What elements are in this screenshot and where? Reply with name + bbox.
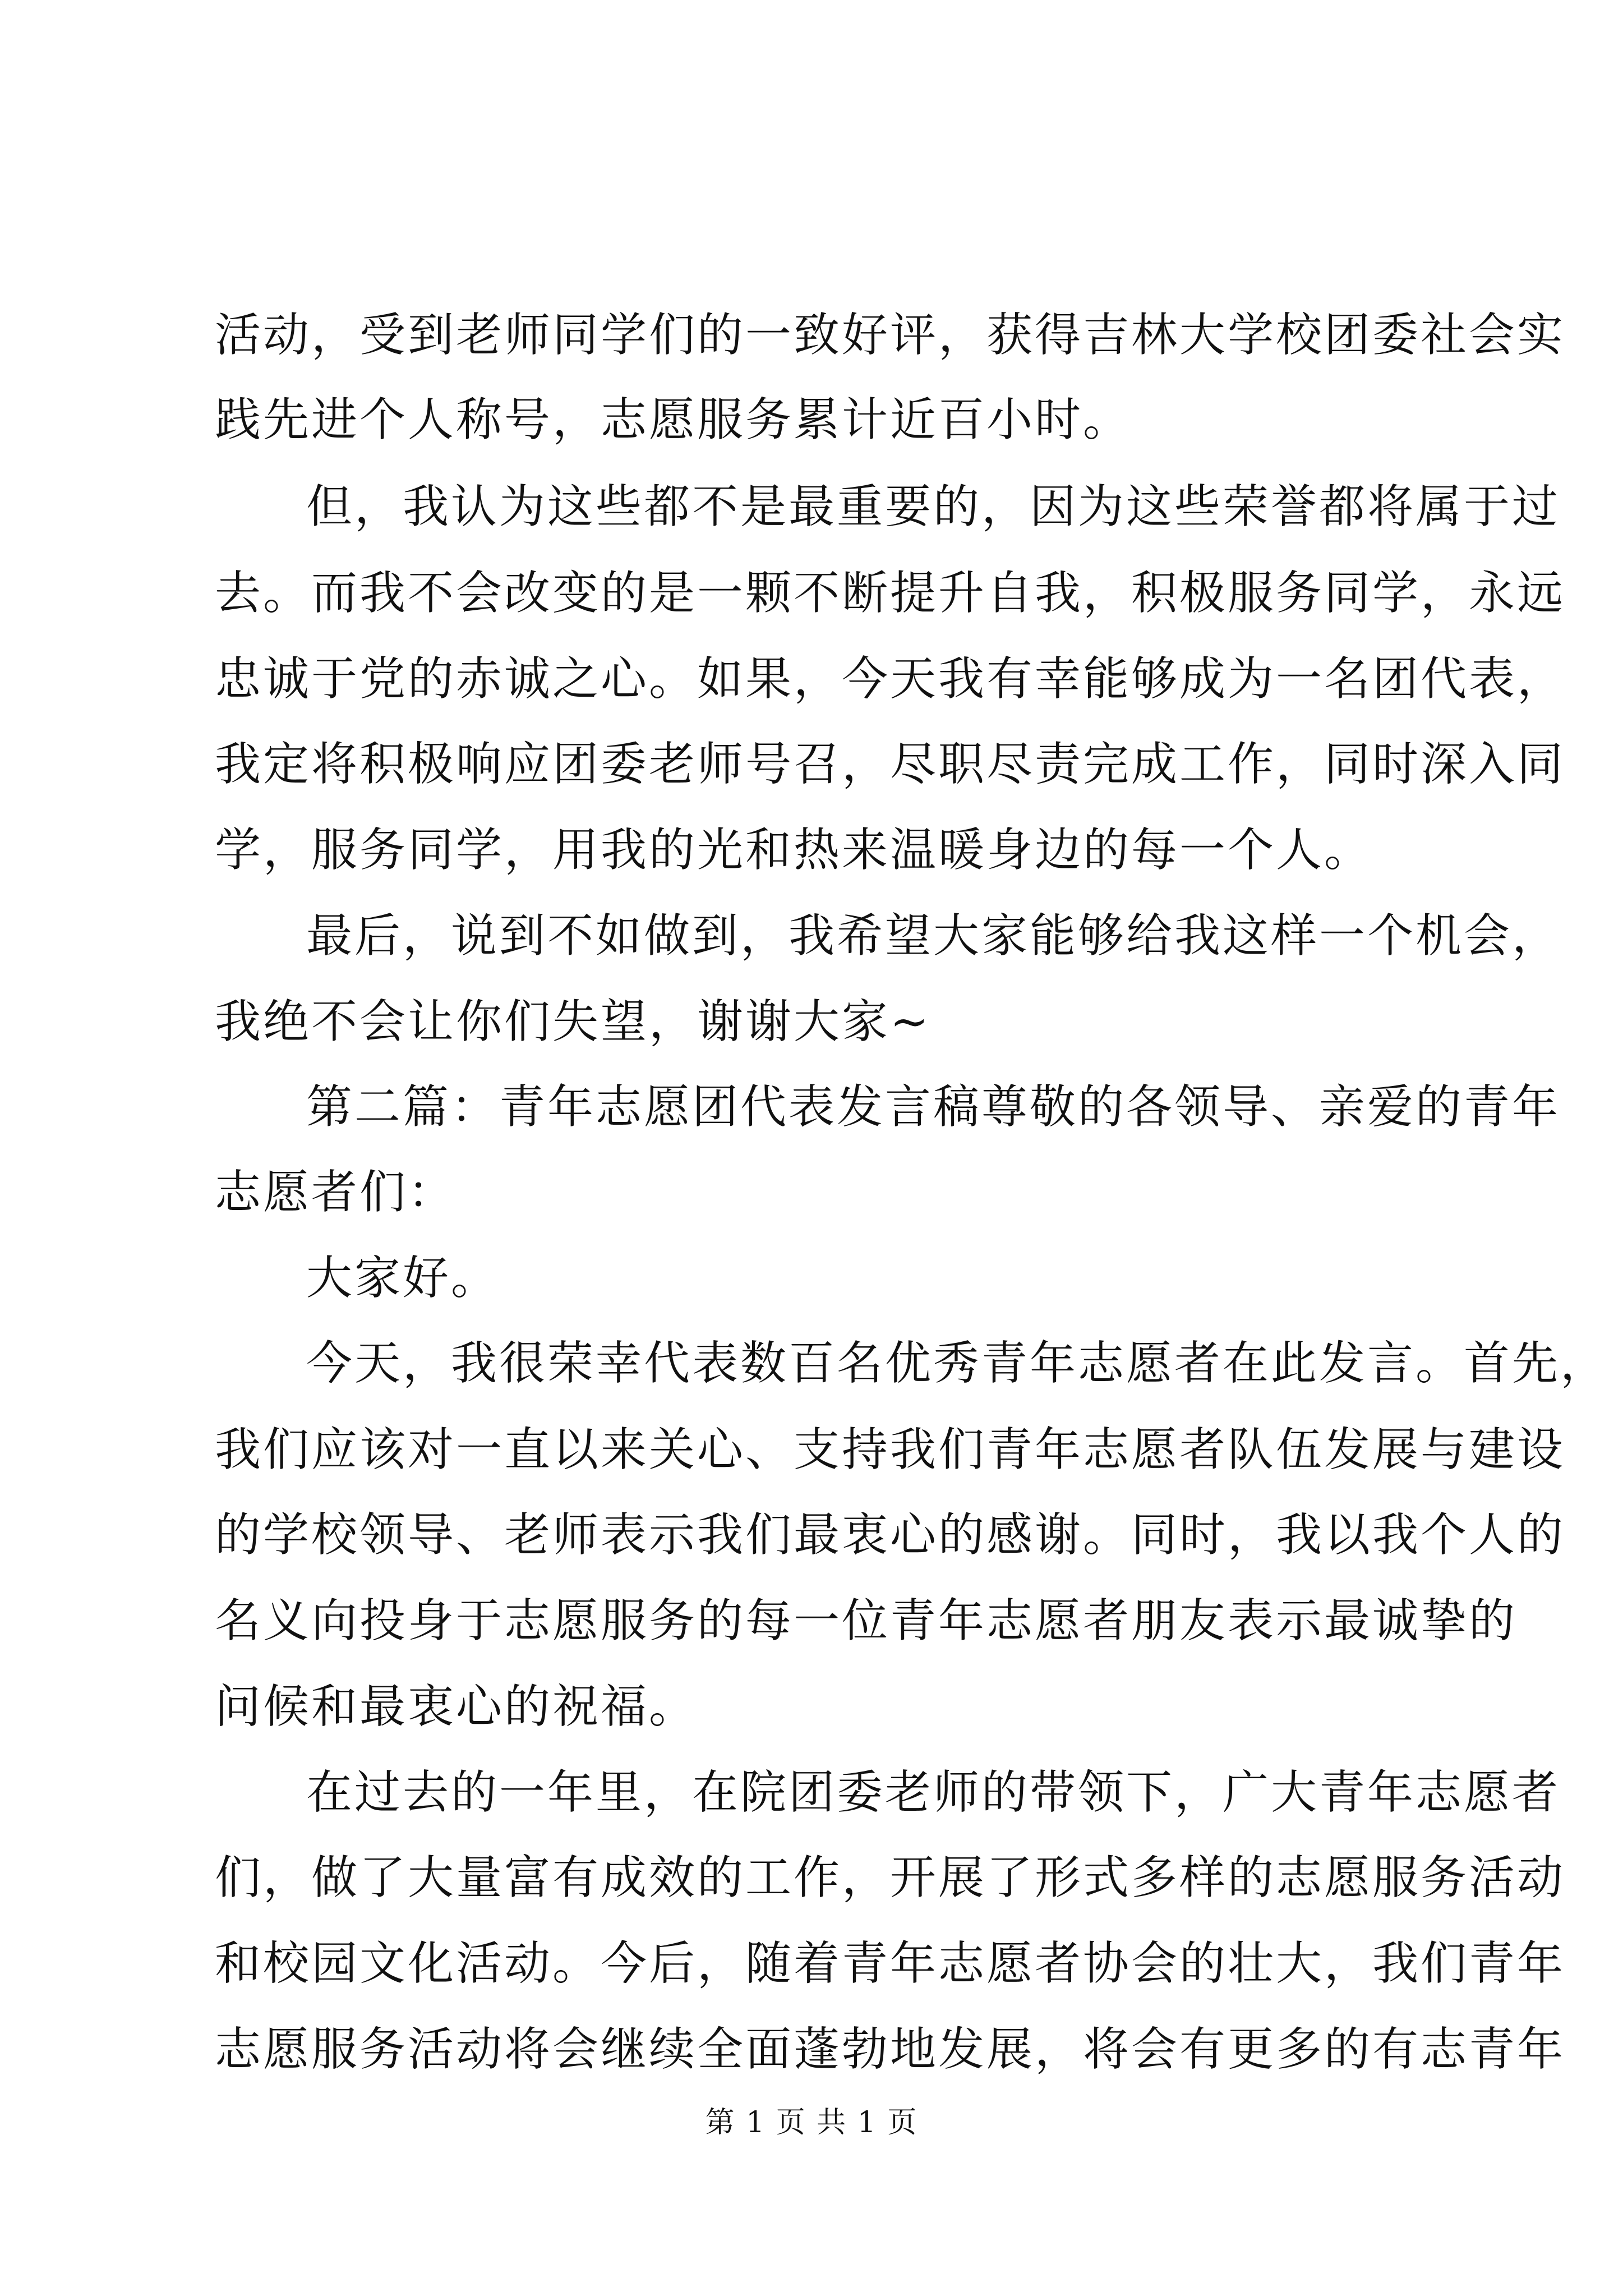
text-line: 我定将积极响应团委老师号召，尽职尽责完成工作，同时深入同 [215, 738, 1566, 791]
text-line: 学，服务同学，用我的光和热来温暖身边的每一个人。 [215, 823, 1373, 877]
text-line: 问候和最衷心的祝福。 [215, 1680, 698, 1733]
text-line: 们，做了大量富有成效的工作，开展了形式多样的志愿服务活动 [215, 1851, 1566, 1904]
paragraph-start-line: 在过去的一年里，在院团委老师的带领下，广大青年志愿者 [306, 1766, 1561, 1819]
text-line: 和校园文化活动。今后，随着青年志愿者协会的壮大，我们青年 [215, 1937, 1566, 1990]
text-line: 志愿服务活动将会继续全面蓬勃地发展，将会有更多的有志青年 [215, 2023, 1566, 2076]
text-line: 去。而我不会改变的是一颗不断提升自我，积极服务同学，永远 [215, 567, 1566, 620]
text-line: 我绝不会让你们失望，谢谢大家~ [215, 995, 931, 1048]
paragraph-start-line: 但，我认为这些都不是最重要的，因为这些荣誉都将属于过 [306, 480, 1561, 533]
section-heading-line: 第二篇：青年志愿团代表发言稿尊敬的各领导、亲爱的青年 [306, 1080, 1561, 1134]
paragraph-start-line: 最后，说到不如做到，我希望大家能够给我这样一个机会， [306, 909, 1561, 963]
text-line: 忠诚于党的赤诚之心。如果，今天我有幸能够成为一名团代表， [215, 652, 1566, 706]
text-line: 名义向投身于志愿服务的每一位青年志愿者朋友表示最诚挚的 [215, 1594, 1518, 1648]
paragraph-start-line: 今天，我很荣幸代表数百名优秀青年志愿者在此发言。首先， [306, 1337, 1609, 1390]
text-line: 志愿者们： [215, 1166, 457, 1219]
text-line: 践先进个人称号，志愿服务累计近百小时。 [215, 393, 1132, 447]
text-line: 我们应该对一直以来关心、支持我们青年志愿者队伍发展与建设 [215, 1423, 1566, 1476]
text-line: 的学校领导、老师表示我们最衷心的感谢。同时，我以我个人的 [215, 1508, 1566, 1562]
text-line: 活动，受到老师同学们的一致好评，获得吉林大学校团委社会实 [215, 309, 1566, 362]
page-number: 第 1 页 共 1 页 [705, 2106, 918, 2139]
greeting-line: 大家好。 [306, 1251, 500, 1305]
